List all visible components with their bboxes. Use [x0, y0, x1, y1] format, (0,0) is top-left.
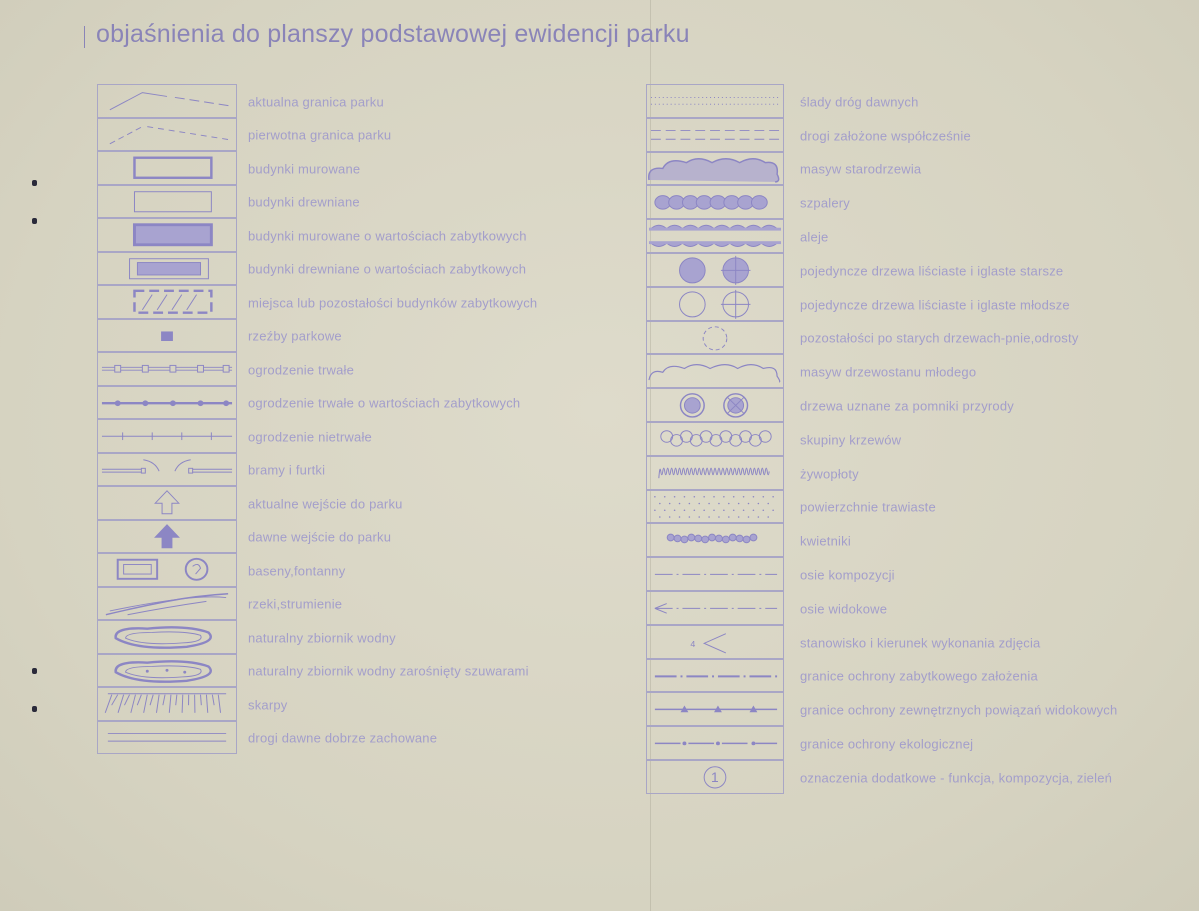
legend-label: stanowisko i kierunek wykonania zdjęcia [800, 635, 1041, 651]
sculpture-symbol [97, 319, 237, 353]
svg-text:4: 4 [690, 639, 696, 649]
view-protection-boundary-symbol [646, 692, 784, 726]
historic-building-remains-symbol [97, 285, 237, 319]
legend-label: granice ochrony ekologicznej [800, 736, 974, 752]
legend-label: ogrodzenie trwałe o wartościach zabytkowych [248, 395, 521, 411]
hedge-symbol [646, 456, 784, 490]
legend-label: skupiny krzewów [800, 432, 902, 448]
margin-mark [32, 706, 37, 712]
legend-label: budynki drewniane [248, 194, 360, 210]
wooden-building-symbol [97, 185, 237, 219]
avenue-symbol [646, 219, 784, 253]
photo-position-symbol [646, 625, 784, 659]
legend-label: masyw drzewostanu młodego [800, 364, 977, 380]
young-tree-mass-symbol [646, 354, 784, 388]
legend-label: granice ochrony zewnętrznych powiązań widokowych [800, 702, 1118, 718]
temporary-fence-symbol [97, 419, 237, 453]
legend-label: drogi założone współcześnie [800, 128, 971, 144]
legend-label: osie widokowe [800, 601, 888, 617]
legend-label: drogi dawne dobrze zachowane [248, 730, 438, 746]
additional-marking-symbol [646, 760, 784, 794]
legend-label: aktualne wejście do parku [248, 496, 403, 512]
legend-label: dawne wejście do parku [248, 529, 392, 545]
legend-label: skarpy [248, 697, 288, 713]
legend-label: pojedyncze drzewa liściaste i iglaste starsze [800, 263, 1064, 279]
margin-mark [32, 668, 37, 674]
legend-label: aleje [800, 229, 829, 245]
current-entrance-arrow-symbol [97, 486, 237, 520]
legend-label: ślady dróg dawnych [800, 94, 919, 110]
shrub-groups-symbol [646, 422, 784, 456]
pond-symbol [97, 620, 237, 654]
title-tick [84, 26, 85, 48]
legend-label: osie kompozycji [800, 567, 895, 583]
permanent-fence-symbol [97, 352, 237, 386]
legend-label: baseny,fontanny [248, 563, 346, 579]
current-boundary-symbol [97, 84, 237, 118]
former-entrance-arrow-symbol [97, 520, 237, 554]
legend-label: pierwotna granica parku [248, 127, 392, 143]
legend-label: rzeki,strumienie [248, 596, 343, 612]
old-single-trees-symbol [646, 253, 784, 287]
composition-axis-symbol [646, 557, 784, 591]
historic-brick-building-symbol [97, 218, 237, 252]
margin-mark [32, 218, 37, 224]
legend-label: budynki murowane o wartościach zabytkowych [248, 228, 527, 244]
old-road-symbol [97, 721, 237, 755]
legend-label: budynki murowane [248, 161, 361, 177]
river-symbol [97, 587, 237, 621]
margin-mark [32, 180, 37, 186]
legend-label: ogrodzenie nietrwałe [248, 429, 372, 445]
modern-road-symbol [646, 118, 784, 152]
gate-symbol [97, 453, 237, 487]
legend-label: miejsca lub pozostałości budynków zabytkowych [248, 295, 538, 311]
old-tree-mass-symbol [646, 152, 784, 186]
legend-label: rzeźby parkowe [248, 328, 342, 344]
legend-label: naturalny zbiornik wodny [248, 630, 396, 646]
old-road-traces-symbol [646, 84, 784, 118]
legend-label: drzewa uznane za pomniki przyrody [800, 398, 1014, 414]
legend-label: kwietniki [800, 533, 851, 549]
tree-row-symbol [646, 185, 784, 219]
legend-label: budynki drewniane o wartościach zabytkowych [248, 261, 527, 277]
historic-wooden-building-symbol [97, 252, 237, 286]
legend-label: ogrodzenie trwałe [248, 362, 355, 378]
view-axis-symbol [646, 591, 784, 625]
original-boundary-symbol [97, 118, 237, 152]
young-single-trees-symbol [646, 287, 784, 321]
legend-label: masyw starodrzewia [800, 161, 922, 177]
legend-label: bramy i furtki [248, 462, 326, 478]
flowerbed-symbol [646, 523, 784, 557]
legend-label: naturalny zbiornik wodny zarośnięty szuwarami [248, 663, 529, 679]
legend-label: pozostałości po starych drzewach-pnie,odrosty [800, 330, 1079, 346]
svg-text:1: 1 [711, 770, 719, 786]
historic-fence-symbol [97, 386, 237, 420]
overgrown-pond-symbol [97, 654, 237, 688]
heritage-protection-boundary-symbol [646, 659, 784, 693]
grass-symbol [646, 490, 784, 524]
stumps-symbol [646, 321, 784, 355]
nature-monument-trees-symbol [646, 388, 784, 422]
legend-label: żywopłoty [800, 466, 859, 482]
legend-label: aktualna granica parku [248, 94, 384, 110]
legend-label: oznaczenia dodatkowe - funkcja, kompozycja, zieleń [800, 770, 1113, 786]
ecological-protection-boundary-symbol [646, 726, 784, 760]
brick-building-symbol [97, 151, 237, 185]
legend-label: pojedyncze drzewa liściaste i iglaste młodsze [800, 297, 1070, 313]
page-title: objaśnienia do planszy podstawowej ewidencji parku [96, 20, 690, 48]
legend-label: granice ochrony zabytkowego założenia [800, 668, 1038, 684]
escarpment-symbol [97, 687, 237, 721]
legend-label: szpalery [800, 195, 851, 211]
pool-fountain-symbol [97, 553, 237, 587]
legend-label: powierzchnie trawiaste [800, 499, 936, 515]
